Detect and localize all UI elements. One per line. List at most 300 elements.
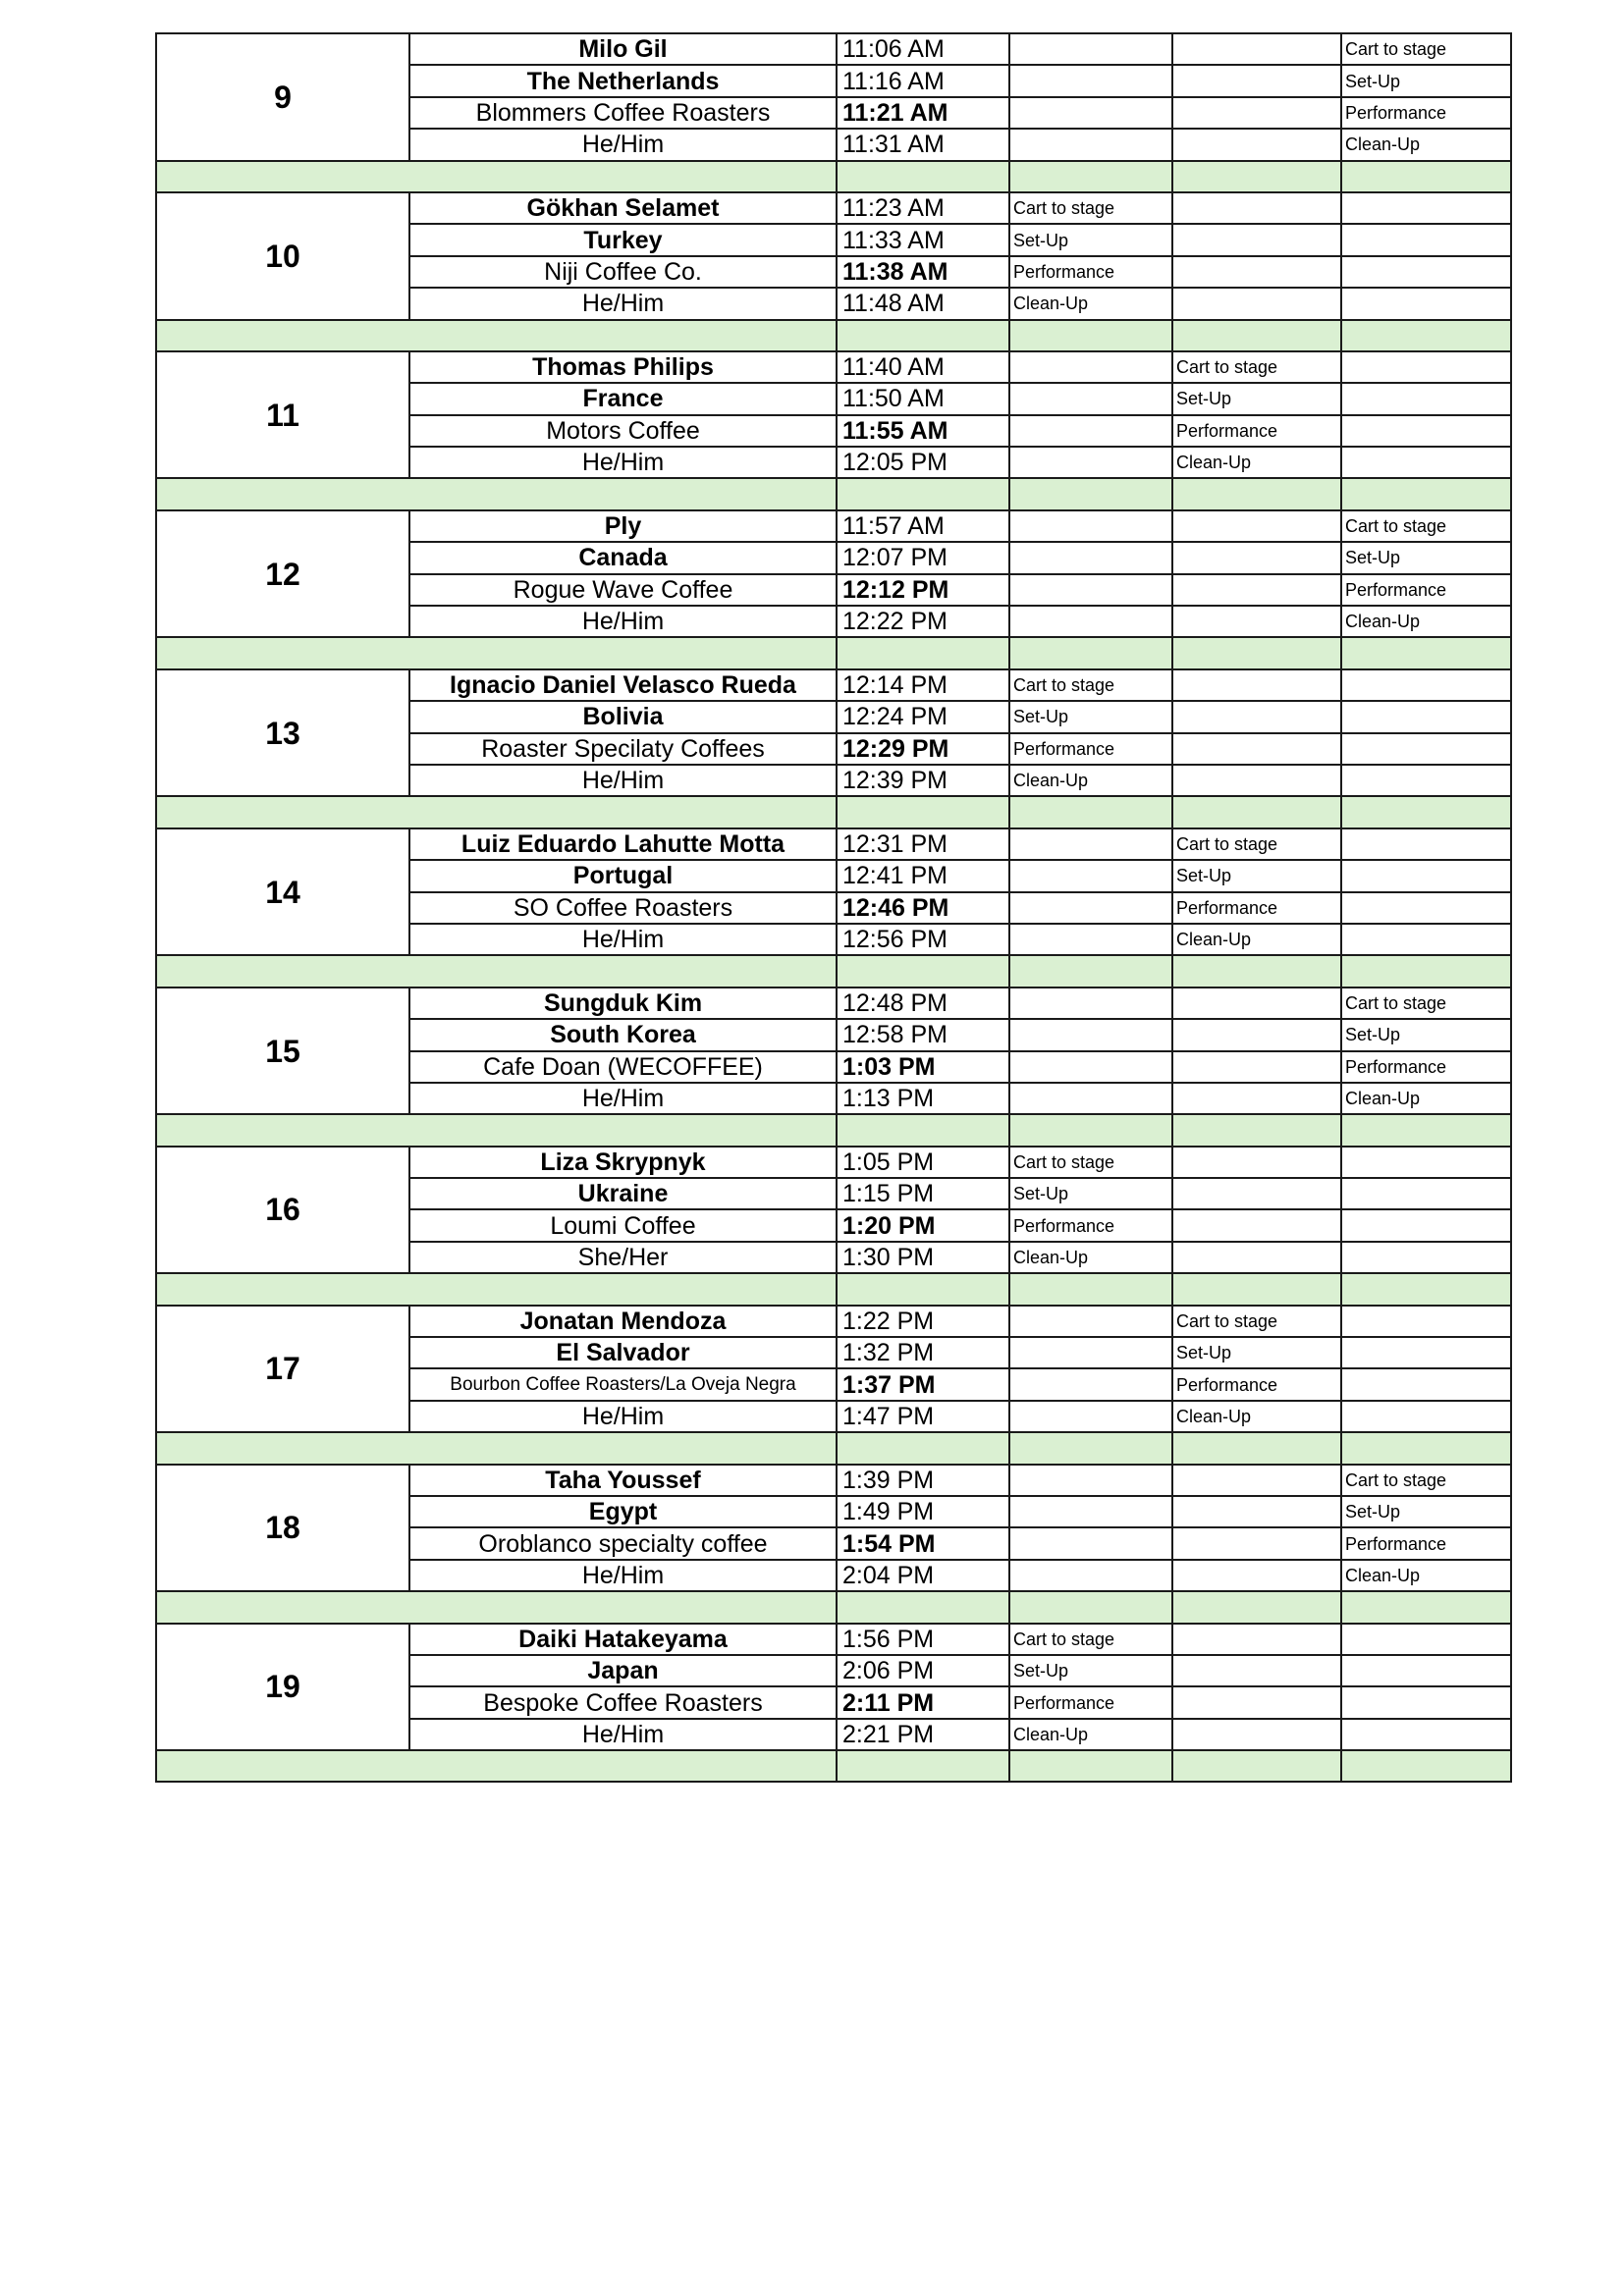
slot-time: 1:15 PM	[837, 1178, 1009, 1209]
competitor-pronouns: He/Him	[409, 1560, 837, 1591]
empty-cell	[1172, 1624, 1341, 1655]
competitor-company: Cafe Doan (WECOFFEE)	[409, 1051, 837, 1083]
separator-cell	[1341, 637, 1511, 668]
slot-time: 1:32 PM	[837, 1337, 1009, 1368]
competitor-pronouns: He/Him	[409, 1083, 837, 1114]
separator-cell	[837, 1750, 1009, 1782]
step-label: Performance	[1172, 415, 1341, 447]
slot-time: 11:55 AM	[837, 415, 1009, 447]
empty-cell	[1172, 574, 1341, 606]
competitor-number: 11	[156, 351, 409, 479]
separator-row	[156, 637, 1511, 668]
step-label: Clean-Up	[1172, 447, 1341, 478]
empty-cell	[1009, 1337, 1172, 1368]
separator-cell	[1009, 1750, 1172, 1782]
empty-cell	[1341, 1719, 1511, 1750]
competitor-name: Milo Gil	[409, 33, 837, 65]
step-label: Performance	[1341, 1051, 1511, 1083]
table-row	[156, 988, 1511, 1019]
slot-time: 12:12 PM	[837, 574, 1009, 606]
separator-cell	[1009, 1432, 1172, 1464]
competitor-country: Japan	[409, 1655, 837, 1686]
competitor-country: Ukraine	[409, 1178, 837, 1209]
empty-cell	[1341, 415, 1511, 447]
empty-cell	[1009, 129, 1172, 160]
separator-row	[156, 1750, 1511, 1782]
separator-cell	[156, 955, 837, 987]
table-row	[156, 192, 1511, 224]
empty-cell	[1341, 1624, 1511, 1655]
slot-time: 1:05 PM	[837, 1147, 1009, 1178]
competitor-number: 18	[156, 1465, 409, 1592]
empty-cell	[1172, 1686, 1341, 1718]
table-row	[156, 33, 1511, 65]
separator-cell	[1172, 478, 1341, 509]
separator-row	[156, 796, 1511, 828]
separator-cell	[837, 1432, 1009, 1464]
step-label: Clean-Up	[1009, 765, 1172, 796]
empty-cell	[1172, 606, 1341, 637]
empty-cell	[1341, 669, 1511, 701]
empty-cell	[1172, 1209, 1341, 1241]
separator-cell	[1172, 320, 1341, 351]
slot-time: 1:49 PM	[837, 1496, 1009, 1527]
competitor-country: The Netherlands	[409, 65, 837, 96]
step-label: Performance	[1172, 892, 1341, 924]
competitor-pronouns: She/Her	[409, 1242, 837, 1273]
competitor-company: Blommers Coffee Roasters	[409, 97, 837, 129]
step-label: Set-Up	[1009, 1655, 1172, 1686]
step-label: Performance	[1009, 1209, 1172, 1241]
step-label: Set-Up	[1341, 65, 1511, 96]
empty-cell	[1009, 510, 1172, 542]
separator-cell	[156, 1750, 837, 1782]
step-label: Set-Up	[1172, 1337, 1341, 1368]
step-label: Set-Up	[1009, 224, 1172, 255]
separator-cell	[837, 161, 1009, 192]
step-label: Cart to stage	[1341, 33, 1511, 65]
separator-cell	[837, 955, 1009, 987]
separator-row	[156, 1273, 1511, 1305]
empty-cell	[1172, 988, 1341, 1019]
separator-cell	[1172, 161, 1341, 192]
empty-cell	[1341, 1655, 1511, 1686]
slot-time: 12:58 PM	[837, 1019, 1009, 1050]
competitor-country: South Korea	[409, 1019, 837, 1050]
step-label: Clean-Up	[1341, 129, 1511, 160]
competitor-company: Rogue Wave Coffee	[409, 574, 837, 606]
empty-cell	[1172, 256, 1341, 288]
empty-cell	[1172, 669, 1341, 701]
empty-cell	[1341, 383, 1511, 414]
empty-cell	[1341, 733, 1511, 765]
slot-time: 12:39 PM	[837, 765, 1009, 796]
table-row	[156, 351, 1511, 383]
empty-cell	[1172, 1465, 1341, 1496]
separator-cell	[1009, 1114, 1172, 1146]
empty-cell	[1172, 288, 1341, 319]
step-label: Clean-Up	[1341, 606, 1511, 637]
step-label: Cart to stage	[1341, 988, 1511, 1019]
empty-cell	[1341, 860, 1511, 891]
slot-time: 1:30 PM	[837, 1242, 1009, 1273]
empty-cell	[1172, 733, 1341, 765]
separator-cell	[837, 1591, 1009, 1623]
step-label: Performance	[1341, 1527, 1511, 1559]
separator-cell	[837, 478, 1009, 509]
step-label: Performance	[1341, 574, 1511, 606]
empty-cell	[1009, 924, 1172, 955]
empty-cell	[1009, 1527, 1172, 1559]
empty-cell	[1172, 192, 1341, 224]
separator-cell	[156, 637, 837, 668]
slot-time: 1:03 PM	[837, 1051, 1009, 1083]
competitor-number: 17	[156, 1306, 409, 1433]
slot-time: 2:06 PM	[837, 1655, 1009, 1686]
step-label: Cart to stage	[1341, 510, 1511, 542]
competitor-number: 15	[156, 988, 409, 1115]
step-label: Performance	[1172, 1368, 1341, 1400]
separator-row	[156, 1114, 1511, 1146]
slot-time: 2:21 PM	[837, 1719, 1009, 1750]
empty-cell	[1172, 1496, 1341, 1527]
empty-cell	[1172, 1719, 1341, 1750]
competitor-country: Turkey	[409, 224, 837, 255]
empty-cell	[1172, 1242, 1341, 1273]
slot-time: 11:16 AM	[837, 65, 1009, 96]
slot-time: 11:31 AM	[837, 129, 1009, 160]
slot-time: 2:04 PM	[837, 1560, 1009, 1591]
slot-time: 12:24 PM	[837, 701, 1009, 732]
competitor-number: 12	[156, 510, 409, 638]
separator-cell	[1341, 1591, 1511, 1623]
empty-cell	[1009, 1019, 1172, 1050]
slot-time: 11:50 AM	[837, 383, 1009, 414]
competitor-number: 14	[156, 828, 409, 956]
competitor-name: Taha Youssef	[409, 1465, 837, 1496]
competitor-pronouns: He/Him	[409, 606, 837, 637]
empty-cell	[1341, 765, 1511, 796]
empty-cell	[1009, 1368, 1172, 1400]
separator-cell	[1172, 796, 1341, 828]
competitor-country: Canada	[409, 542, 837, 573]
empty-cell	[1172, 65, 1341, 96]
separator-cell	[1009, 161, 1172, 192]
competitor-pronouns: He/Him	[409, 924, 837, 955]
empty-cell	[1341, 351, 1511, 383]
slot-time: 11:33 AM	[837, 224, 1009, 255]
table-row	[156, 669, 1511, 701]
separator-row	[156, 1432, 1511, 1464]
slot-time: 1:22 PM	[837, 1306, 1009, 1337]
empty-cell	[1009, 415, 1172, 447]
slot-time: 11:21 AM	[837, 97, 1009, 129]
slot-time: 1:37 PM	[837, 1368, 1009, 1400]
step-label: Cart to stage	[1172, 351, 1341, 383]
empty-cell	[1341, 924, 1511, 955]
step-label: Clean-Up	[1009, 1719, 1172, 1750]
slot-time: 11:38 AM	[837, 256, 1009, 288]
empty-cell	[1009, 1306, 1172, 1337]
separator-cell	[156, 1591, 837, 1623]
separator-row	[156, 320, 1511, 351]
step-label: Set-Up	[1341, 1019, 1511, 1050]
empty-cell	[1341, 447, 1511, 478]
competitor-number: 10	[156, 192, 409, 320]
competitor-pronouns: He/Him	[409, 1401, 837, 1432]
step-label: Set-Up	[1172, 383, 1341, 414]
separator-cell	[1009, 955, 1172, 987]
competitor-number: 9	[156, 33, 409, 161]
separator-cell	[1172, 1750, 1341, 1782]
empty-cell	[1341, 288, 1511, 319]
slot-time: 11:23 AM	[837, 192, 1009, 224]
competitor-name: Jonatan Mendoza	[409, 1306, 837, 1337]
step-label: Clean-Up	[1009, 1242, 1172, 1273]
empty-cell	[1341, 1686, 1511, 1718]
table-row	[156, 828, 1511, 860]
step-label: Clean-Up	[1341, 1560, 1511, 1591]
empty-cell	[1341, 1209, 1511, 1241]
step-label: Cart to stage	[1341, 1465, 1511, 1496]
competitor-number: 19	[156, 1624, 409, 1751]
empty-cell	[1341, 224, 1511, 255]
step-label: Set-Up	[1172, 860, 1341, 891]
slot-time: 12:46 PM	[837, 892, 1009, 924]
slot-time: 11:57 AM	[837, 510, 1009, 542]
slot-time: 12:48 PM	[837, 988, 1009, 1019]
slot-time: 1:20 PM	[837, 1209, 1009, 1241]
competitor-name: Sungduk Kim	[409, 988, 837, 1019]
separator-cell	[837, 637, 1009, 668]
separator-cell	[156, 796, 837, 828]
separator-cell	[156, 478, 837, 509]
step-label: Cart to stage	[1172, 828, 1341, 860]
empty-cell	[1172, 1083, 1341, 1114]
table-row	[156, 1624, 1511, 1655]
table-row	[156, 510, 1511, 542]
step-label: Set-Up	[1341, 542, 1511, 573]
empty-cell	[1341, 1242, 1511, 1273]
empty-cell	[1172, 33, 1341, 65]
empty-cell	[1172, 542, 1341, 573]
slot-time: 1:47 PM	[837, 1401, 1009, 1432]
slot-time: 1:54 PM	[837, 1527, 1009, 1559]
separator-cell	[1341, 478, 1511, 509]
step-label: Cart to stage	[1009, 669, 1172, 701]
empty-cell	[1172, 224, 1341, 255]
separator-cell	[837, 1114, 1009, 1146]
step-label: Cart to stage	[1172, 1306, 1341, 1337]
separator-cell	[1341, 1273, 1511, 1305]
separator-cell	[1172, 1432, 1341, 1464]
empty-cell	[1009, 1401, 1172, 1432]
slot-time: 12:56 PM	[837, 924, 1009, 955]
competitor-company: Motors Coffee	[409, 415, 837, 447]
step-label: Performance	[1009, 733, 1172, 765]
empty-cell	[1009, 97, 1172, 129]
empty-cell	[1172, 1178, 1341, 1209]
separator-cell	[1009, 637, 1172, 668]
separator-cell	[1341, 796, 1511, 828]
empty-cell	[1009, 988, 1172, 1019]
empty-cell	[1341, 1147, 1511, 1178]
empty-cell	[1172, 1051, 1341, 1083]
slot-time: 2:11 PM	[837, 1686, 1009, 1718]
empty-cell	[1341, 1178, 1511, 1209]
competitor-country: El Salvador	[409, 1337, 837, 1368]
slot-time: 12:41 PM	[837, 860, 1009, 891]
empty-cell	[1341, 1401, 1511, 1432]
separator-cell	[837, 320, 1009, 351]
separator-cell	[837, 796, 1009, 828]
empty-cell	[1341, 1306, 1511, 1337]
separator-cell	[837, 1273, 1009, 1305]
empty-cell	[1172, 701, 1341, 732]
empty-cell	[1341, 1368, 1511, 1400]
competitor-pronouns: He/Him	[409, 1719, 837, 1750]
competitor-name: Ply	[409, 510, 837, 542]
empty-cell	[1172, 1560, 1341, 1591]
step-label: Set-Up	[1009, 1178, 1172, 1209]
table-row	[156, 1306, 1511, 1337]
empty-cell	[1009, 1560, 1172, 1591]
step-label: Clean-Up	[1341, 1083, 1511, 1114]
competitor-company: Loumi Coffee	[409, 1209, 837, 1241]
competitor-number: 13	[156, 669, 409, 797]
empty-cell	[1009, 542, 1172, 573]
competitor-name: Luiz Eduardo Lahutte Motta	[409, 828, 837, 860]
empty-cell	[1341, 701, 1511, 732]
step-label: Performance	[1009, 256, 1172, 288]
empty-cell	[1009, 1465, 1172, 1496]
competitor-pronouns: He/Him	[409, 765, 837, 796]
slot-time: 11:06 AM	[837, 33, 1009, 65]
competitor-country: France	[409, 383, 837, 414]
competitor-company: Bourbon Coffee Roasters/La Oveja Negra	[409, 1368, 837, 1400]
separator-cell	[1172, 1591, 1341, 1623]
schedule-table	[155, 32, 1512, 1783]
separator-cell	[1341, 1750, 1511, 1782]
empty-cell	[1009, 1083, 1172, 1114]
separator-cell	[1172, 1114, 1341, 1146]
step-label: Clean-Up	[1172, 1401, 1341, 1432]
empty-cell	[1341, 256, 1511, 288]
competitor-country: Bolivia	[409, 701, 837, 732]
slot-time: 12:22 PM	[837, 606, 1009, 637]
separator-cell	[156, 320, 837, 351]
competitor-company: Niji Coffee Co.	[409, 256, 837, 288]
separator-cell	[1009, 796, 1172, 828]
slot-time: 11:40 AM	[837, 351, 1009, 383]
slot-time: 11:48 AM	[837, 288, 1009, 319]
separator-cell	[156, 1432, 837, 1464]
table-row	[156, 1147, 1511, 1178]
empty-cell	[1172, 129, 1341, 160]
step-label: Set-Up	[1341, 1496, 1511, 1527]
slot-time: 1:39 PM	[837, 1465, 1009, 1496]
empty-cell	[1009, 351, 1172, 383]
separator-row	[156, 955, 1511, 987]
table-row	[156, 1465, 1511, 1496]
empty-cell	[1172, 510, 1341, 542]
step-label: Cart to stage	[1009, 1147, 1172, 1178]
separator-cell	[1009, 320, 1172, 351]
empty-cell	[1009, 606, 1172, 637]
empty-cell	[1172, 1147, 1341, 1178]
separator-cell	[1341, 320, 1511, 351]
separator-row	[156, 478, 1511, 509]
separator-cell	[1341, 1114, 1511, 1146]
separator-cell	[1009, 478, 1172, 509]
slot-time: 12:05 PM	[837, 447, 1009, 478]
competitor-name: Gökhan Selamet	[409, 192, 837, 224]
schedule-body	[156, 33, 1511, 1782]
separator-row	[156, 1591, 1511, 1623]
step-label: Clean-Up	[1172, 924, 1341, 955]
step-label: Cart to stage	[1009, 192, 1172, 224]
competitor-number: 16	[156, 1147, 409, 1274]
empty-cell	[1009, 892, 1172, 924]
separator-cell	[156, 1114, 837, 1146]
competitor-name: Ignacio Daniel Velasco Rueda	[409, 669, 837, 701]
empty-cell	[1009, 1051, 1172, 1083]
slot-time: 12:31 PM	[837, 828, 1009, 860]
separator-cell	[1172, 955, 1341, 987]
separator-cell	[1172, 1273, 1341, 1305]
competitor-pronouns: He/Him	[409, 447, 837, 478]
slot-time: 1:56 PM	[837, 1624, 1009, 1655]
separator-cell	[1009, 1591, 1172, 1623]
empty-cell	[1341, 828, 1511, 860]
separator-row	[156, 161, 1511, 192]
empty-cell	[1009, 574, 1172, 606]
competitor-pronouns: He/Him	[409, 288, 837, 319]
empty-cell	[1172, 1655, 1341, 1686]
competitor-name: Thomas Philips	[409, 351, 837, 383]
competitor-company: Bespoke Coffee Roasters	[409, 1686, 837, 1718]
empty-cell	[1341, 892, 1511, 924]
empty-cell	[1009, 383, 1172, 414]
empty-cell	[1172, 97, 1341, 129]
empty-cell	[1172, 765, 1341, 796]
competitor-country: Portugal	[409, 860, 837, 891]
slot-time: 12:14 PM	[837, 669, 1009, 701]
empty-cell	[1009, 33, 1172, 65]
empty-cell	[1009, 447, 1172, 478]
separator-cell	[1341, 161, 1511, 192]
competitor-pronouns: He/Him	[409, 129, 837, 160]
step-label: Set-Up	[1009, 701, 1172, 732]
empty-cell	[1172, 1527, 1341, 1559]
competitor-name: Daiki Hatakeyama	[409, 1624, 837, 1655]
empty-cell	[1009, 1496, 1172, 1527]
competitor-name: Liza Skrypnyk	[409, 1147, 837, 1178]
separator-cell	[156, 161, 837, 192]
competitor-company: Oroblanco specialty coffee	[409, 1527, 837, 1559]
separator-cell	[1341, 1432, 1511, 1464]
empty-cell	[1341, 1337, 1511, 1368]
empty-cell	[1172, 1019, 1341, 1050]
step-label: Cart to stage	[1009, 1624, 1172, 1655]
separator-cell	[1341, 955, 1511, 987]
slot-time: 12:07 PM	[837, 542, 1009, 573]
empty-cell	[1009, 828, 1172, 860]
competitor-country: Egypt	[409, 1496, 837, 1527]
step-label: Performance	[1341, 97, 1511, 129]
empty-cell	[1009, 860, 1172, 891]
separator-cell	[156, 1273, 837, 1305]
